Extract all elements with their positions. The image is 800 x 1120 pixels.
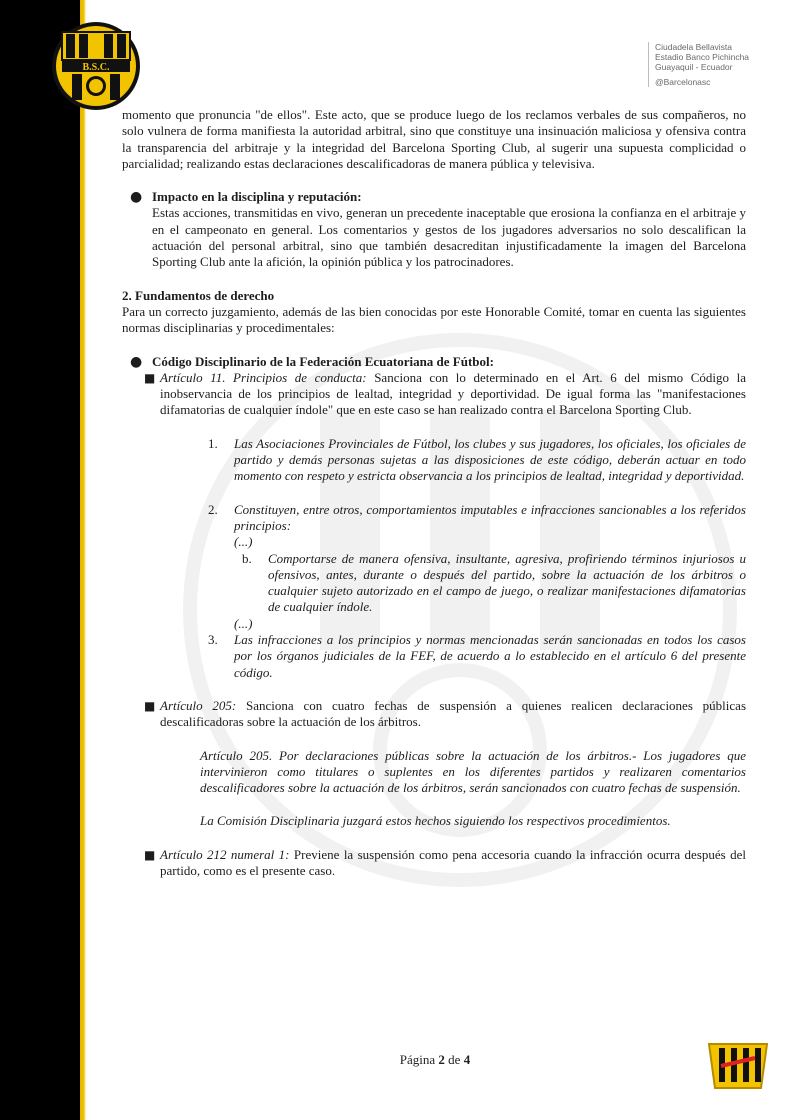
item-b-text: Comportarse de manera ofensiva, insultante, agresiva, profiriendo términos injuriosos u ofensivos, antes, durante o después del partido, sobre la actuación de los árbitros o cualquier sujeto autorizado en el campo de juego, o realizar manifestaciones difamatorias de cualquier índole. <box>268 550 746 615</box>
art11-body: Sanciona con lo determinado en el Art. 6 del mismo Código la inobservancia de los principios de lealtad, integridad y deportividad. De igual forma las "manifestaciones difamatorias de cualquier índole" que en este caso se han realizado contra el Barcelona Sporting Club. <box>160 369 747 418</box>
art205-quote-2: La Comisión Disciplinaria juzgará estos hechos siguiendo los respectivos procedimientos. <box>200 813 671 829</box>
item-2-text: Constituyen, entre otros, comportamientos imputables e infracciones sancionables a los referidos principios: <box>234 501 746 533</box>
section-2-body: Para un correcto juzgamiento, además de las bien conocidas por este Honorable Comité, tomar en cuenta las siguientes normas disciplinarias y procedimentales: <box>122 303 746 336</box>
quoted-item-3 <box>208 632 746 681</box>
quoted-item-1 <box>208 436 746 485</box>
art212-body: Previene la suspensión como pena accesoria cuando la infracción ocurra después del partido, como es el presente caso. <box>160 846 747 878</box>
footer-bsc-logo <box>701 1036 775 1096</box>
art205-quote-block <box>200 748 746 830</box>
art212-label: Artículo 212 numeral 1: <box>160 846 290 862</box>
club-address-block <box>648 42 800 87</box>
quoted-item-b <box>242 551 746 616</box>
item-3-text: Las infracciones a los principios y normas mencionadas serán sancionadas en todos los casos por los órganos judiciales de la FEF, de acuerdo a lo establecido en el artículo 6 del presente código. <box>234 632 746 680</box>
address-line-3: Guayaquil - Ecuador <box>655 62 733 72</box>
social-handle: @Barcelonasc <box>655 77 711 87</box>
art205-label: Artículo 205: <box>160 697 237 713</box>
art205-item <box>130 698 746 731</box>
bullet-dot-icon: ● <box>130 189 143 206</box>
ellipsis-2: (...) <box>234 615 253 631</box>
impacto-bullet <box>122 189 746 270</box>
codigo-heading: Código Disciplinario de la Federación Ecuatoriana de Fútbol: <box>152 353 494 369</box>
item-1-number: 1. <box>208 435 218 451</box>
document-body <box>122 107 746 879</box>
sub-bullet-icon: ■ <box>144 698 156 713</box>
art205-quote: Artículo 205. Por declaraciones públicas sobre la actuación de los árbitros.- Los jugadores que intervinieron como titulares o suplentes en los diferentes partidos y realizaren comentarios descalificadores sobre la actuación de los árbitros, serán sancionados con cuatro fechas de suspensión. <box>200 747 746 796</box>
impacto-body: Estas acciones, transmitidas en vivo, generan un precedente inaceptable que erosiona la confianza en el arbitraje y en el campeonato en general. Los comentarios y gestos de los jugadores adversarios no solo descalifican la actuación del personal arbitral, sino que también desacreditan injustificadamente la imagen del Barcelona Sporting Club ante la afición, la opinión pública y los patrocinadores. <box>152 205 746 270</box>
bullet-dot-icon: ● <box>130 353 143 370</box>
section-2-heading: 2. Fundamentos de derecho <box>122 287 275 303</box>
bsc-crest-logo <box>50 20 142 112</box>
item-2-number: 2. <box>208 501 218 517</box>
item-1-text: Las Asociaciones Provinciales de Fútbol, los clubes y sus jugadores, los oficiales, los oficiales de partido y demás personas sujetas a las disposiciones de este código, deberán actuar en todo momento con respeto y estricta observancia a los principios de lealtad, integridad y deportividad. <box>234 435 746 484</box>
intro-paragraph: momento que pronuncia "de ellos". Este acto, que se produce luego de los reclamos verbales de sus compañeros, no solo vulnera de forma manifiesta la autoridad arbitral, sino que constituye una insinuación maliciosa y ofensiva contra la transparencia del arbitraje y la integridad del Barcelona Sporting Club, al sugerir una supuesta complicidad o parcialidad; realizando estas declaraciones descalificadoras de manera pública y televisiva. <box>122 107 746 171</box>
page-current: 2 <box>438 1052 445 1067</box>
art205-body: Sanciona con cuatro fechas de suspensión a quienes realicen declaraciones públicas descalificadoras sobre la actuación de los árbitros. <box>160 697 746 730</box>
art11-quoted-list <box>208 436 746 681</box>
item-3-number: 3. <box>208 632 218 648</box>
quoted-item-2 <box>208 502 746 632</box>
sub-bullet-icon: ■ <box>144 847 156 862</box>
art11-label: Artículo 11. Principios de conducta: <box>160 369 367 385</box>
address-line-2: Estadio Banco Pichincha <box>655 52 750 62</box>
page-total: 4 <box>463 1052 471 1067</box>
item-b-label: b. <box>242 550 252 566</box>
page-number <box>0 1052 800 1068</box>
page-word: Página <box>399 1052 436 1067</box>
art212-item <box>130 847 746 880</box>
ellipsis-1: (...) <box>234 534 253 550</box>
address-line-1: Ciudadela Bellavista <box>655 42 733 52</box>
codigo-bullet <box>122 354 746 880</box>
impacto-heading: Impacto en la disciplina y reputación: <box>152 189 362 205</box>
crest-initials: B.S.C. <box>82 62 110 73</box>
art11-item <box>130 370 746 419</box>
sub-bullet-icon: ■ <box>144 370 156 385</box>
left-black-band <box>0 0 92 1120</box>
page-sep: de <box>448 1052 461 1067</box>
